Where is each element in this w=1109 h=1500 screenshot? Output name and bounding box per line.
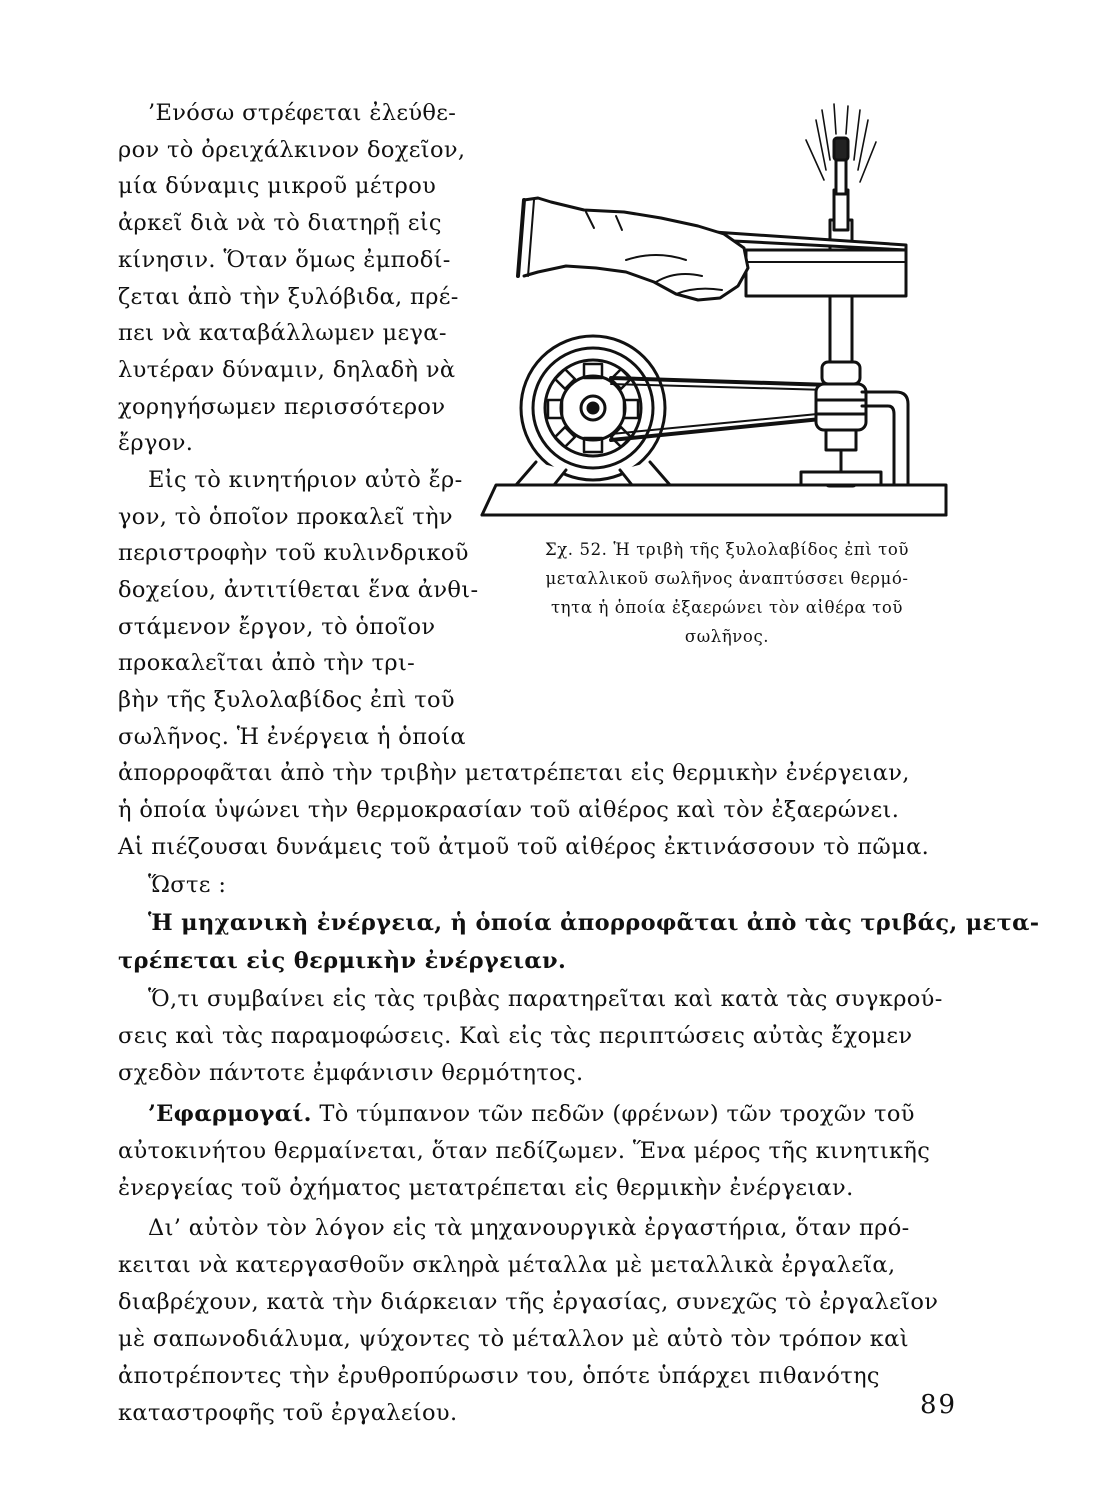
body-line: Ὅ,τι συμβαίνει εἰς τὰς τριβὰς παρατηρεῖται καὶ κατὰ τὰς συγκρού- [148,986,943,1012]
figure-caption: Σχ. 52. Ἡ τριβὴ τῆς ξυλολαβίδος ἐπὶ τοῦ [544,540,910,559]
body-line: σχεδὸν πάντοτε ἐμφάνισιν θερμότητος. [118,1060,584,1086]
page-number: 89 [920,1390,958,1420]
conclusion-statement: τρέπεται εἰς θερμικὴν ἐνέργειαν. [118,948,567,974]
applications-line [148,1101,915,1127]
body-line: αὐτοκινήτου θερμαίνεται, ὅταν πεδίζωμεν. Ἕνα μέρος τῆς κινητικῆς [118,1138,931,1164]
figure-caption: σωλῆνος. [684,627,770,646]
body-line: βὴν τῆς ξυλολαβίδος ἐπὶ τοῦ [118,687,455,713]
friction-apparatus-figure [476,100,976,540]
body-line: ἀπορροφᾶται ἀπὸ τὴν τριβὴν μετατρέπεται εἰς θερμικὴν ἐνέργειαν, [118,760,910,786]
body-line: ἀποτρέποντες τὴν ἐρυθροπύρωσιν του, ὁπότε ὑπάρχει πιθανότης [118,1363,880,1389]
hand [524,198,748,300]
body-line: Δι’ αὐτὸν τὸν λόγον εἰς τὰ μηχανουργικὰ ἐργαστήρια, ὅταν πρό- [148,1215,910,1241]
body-line: ζεται ἀπὸ τὴν ξυλόβιδα, πρέ- [118,284,459,310]
body-line: στάμενον ἔργον, τὸ ὁποῖον [118,614,436,640]
body-line: προκαλεῖται ἀπὸ τὴν τρι- [118,650,416,676]
body-line: μία δύναμις μικροῦ μέτρου [118,173,437,199]
body-line: ἡ ὁποία ὑψώνει τὴν θερμοκρασίαν τοῦ αἰθέρος καὶ τὸν ἐξαερώνει. [118,797,900,823]
body-line: κειται νὰ κατεργασθοῦν σκληρὰ μέταλλα μὲ μεταλλικὰ ἐργαλεῖα, [118,1252,896,1278]
body-line: δοχείου, ἀντιτίθεται ἕνα ἀνθι- [118,577,479,603]
body-line: ρον τὸ ὀρειχάλκινον δοχεῖον, [118,137,466,163]
tube-stopper [834,138,848,160]
body-line: σωλῆνος. Ἡ ἐνέργεια ἡ ὁποία [118,724,466,750]
conclusion-statement: Ἡ μηχανικὴ ἐνέργεια, ἡ ὁποία ἀπορροφᾶται ἀπὸ τὰς τριβάς, μετα- [148,910,1040,936]
body-line: γον, τὸ ὁποῖον προκαλεῖ τὴν [118,504,453,530]
body-line: καταστροφῆς τοῦ ἐργαλείου. [118,1400,458,1426]
conclusion-lead: Ὥστε : [148,872,227,898]
body-line: περιστροφὴν τοῦ κυλινδρικοῦ [118,540,469,566]
body-line: ἐνεργείας τοῦ ὀχήματος μετατρέπεται εἰς θερμικὴν ἐνέργειαν. [118,1175,854,1201]
body-line: σεις καὶ τὰς παραμοφώσεις. Καὶ εἰς τὰς περιπτώσεις αὐτὰς ἔχομεν [118,1023,913,1049]
body-line: λυτέραν δύναμιν, δηλαδὴ νὰ [118,357,456,383]
body-line: ἀρκεῖ διὰ νὰ τὸ διατηρῇ εἰς [118,210,442,236]
body-line: ἔργον. [118,430,194,456]
applications-text: Τὸ τύμπανον τῶν πεδῶν (φρένων) τῶν τροχῶν τοῦ [319,1101,915,1127]
base-plate [482,485,946,515]
body-line: κίνησιν. Ὅταν ὅμως ἐμποδί- [118,247,451,273]
figure-caption: τητα ἡ ὁποία ἐξαερώνει τὸν αἰθέρα τοῦ [550,598,904,617]
body-line: ’Ενόσω στρέφεται ἐλεύθε- [148,100,457,126]
body-line: Αἱ πιέζουσαι δυνάμεις τοῦ ἀτμοῦ τοῦ αἰθέρος ἐκτινάσσουν τὸ πῶμα. [118,834,930,860]
body-line: Εἰς τὸ κινητήριον αὐτὸ ἔρ- [148,467,463,493]
body-line: μὲ σαπωνοδιάλυμα, ψύχοντες τὸ μέταλλον μὲ αὐτὸ τὸν τρόπον καὶ [118,1326,909,1352]
applications-heading: ’Εφαρμογαί. [148,1101,312,1127]
figure-caption: μεταλλικοῦ σωλῆνος ἀναπτύσσει θερμό- [545,569,909,588]
body-line: χορηγήσωμεν περισσότερον [118,394,446,420]
body-line: πει νὰ καταβάλλωμεν μεγα- [118,320,447,346]
body-line: διαβρέχουν, κατὰ τὴν διάρκειαν τῆς ἐργασίας, συνεχῶς τὸ ἐργαλεῖον [118,1289,939,1315]
wooden-clamp [746,250,906,296]
